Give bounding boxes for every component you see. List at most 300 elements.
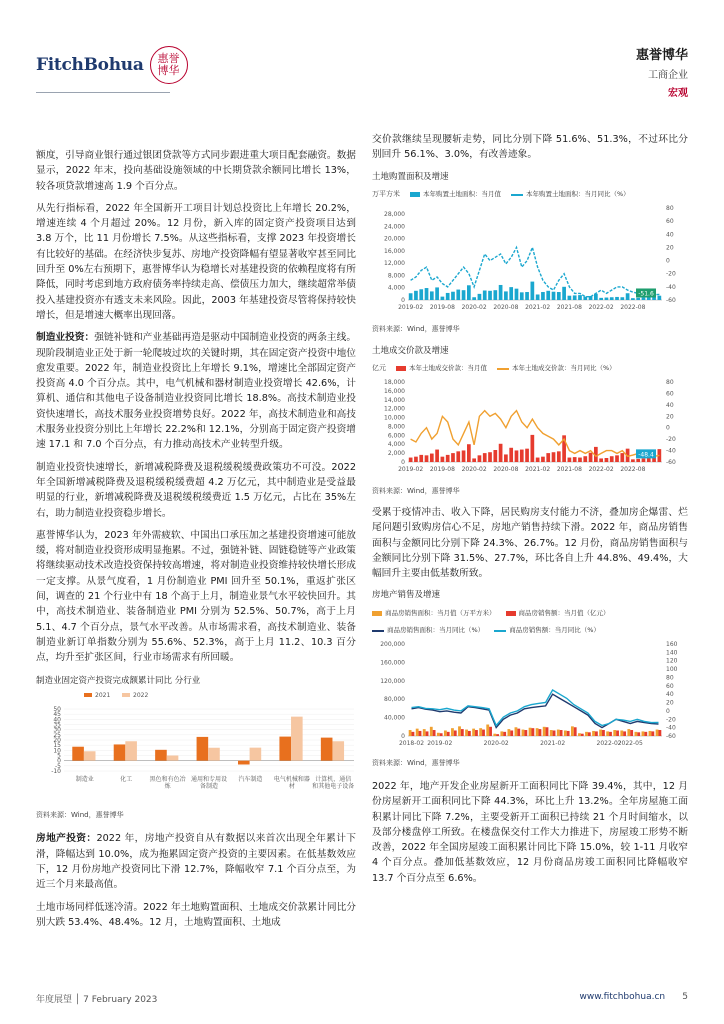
y-tick-label: 24,000 [384,223,405,231]
x-tick-label: 黑色和有色冶 [149,775,186,783]
legend-item: 本年土地成交价款：当月值 [396,361,487,376]
y2-tick-label: 100 [666,666,678,674]
bar-area [522,730,525,736]
bar-amount [546,728,549,737]
y2-tick-label: -20 [666,716,676,724]
bar-amount [419,731,422,736]
bar-2021 [155,750,167,761]
x-tick-label: 2022-02 [588,304,614,312]
bar-area [515,728,518,737]
bar [430,292,434,301]
x-tick-label: 和其他电子设备 [312,782,355,790]
x-tick-label: 2022-02 [596,740,622,748]
bar-amount [630,730,633,736]
bar [557,452,561,463]
real-estate-heading: 房地产投资： [36,833,97,845]
bar [546,453,550,462]
bar-area [500,732,503,737]
bar-area [550,730,553,736]
chart-sales [372,588,688,770]
x-tick-label: 电气机械和器 [273,775,310,783]
x-tick-label: 2022-08 [620,304,646,312]
bar [552,292,556,300]
y-tick-label: 45 [53,710,61,718]
y-tick-label: 35 [53,721,61,729]
bar [409,293,413,300]
bar [536,295,540,301]
y2-tick-label: -20 [666,436,676,444]
y2-tick-label: -60 [666,733,676,741]
paragraph-text: 强链补链和产业基础再造是驱动中国制造业投资的两条主线。现阶段制造业正处于新一轮爬坡过坎的关键时期，其在固定资产投资中地位愈发重要。2022 年，制造业投资比上年增长 9.1%，增速比全部固定资产投资高 4.0 个百分点。其中，电气机械和器材制造业投资增长 42.6%，计算机、通信和其他电子设备制造业投资同比增长 18.8%。高技术制造业投资快速增长，高技术服务业投资增势良好。2022 年，高技术制造业和高技术服务业投资分别比上年增长 22.2%和 12.1%，分别高于固定资产投资增速 17.1 和 7.0 个百分点，有力推动高技术产业转型升级。 [36,332,357,451]
bar [631,298,635,300]
legend-item: 本年土地成交价款：当月同比（%） [497,361,616,376]
bar-amount [412,732,415,736]
paragraph [36,330,356,452]
x-tick-label: 2022-02 [588,466,614,474]
right-column [372,132,688,893]
x-tick-label: 计算机、通信 [315,775,352,783]
bar [478,456,482,463]
manufacturing-heading: 制造业投资： [36,332,95,344]
y-tick-label: 30 [53,726,61,734]
bar [446,455,450,462]
y-tick-label: 16,000 [384,248,405,256]
bar-amount [524,730,527,736]
chart-source: 资料来源：Wind，惠誉博华 [36,811,124,820]
y-tick-label: 12,000 [384,260,405,268]
bar [435,450,439,462]
bar [620,453,624,462]
bar [504,455,508,463]
bar [414,291,418,300]
x-tick-label: 2021-08 [556,304,582,312]
bar-area [620,731,623,737]
bar [515,289,519,300]
data-label: -48.4 [638,451,654,459]
x-tick-label: 2022-08 [620,466,646,474]
seal-bottom: 博华 [157,64,180,77]
bar [615,297,619,300]
bar [441,457,445,462]
chart-land-area-svg [372,202,688,317]
bar [520,293,524,301]
y2-tick-label: 40 [666,402,674,410]
bar [562,287,566,300]
y-tick-label: 8,000 [387,423,405,431]
bar-amount [616,731,619,737]
bar-amount [560,730,563,736]
bar-amount [623,732,626,737]
bar-area [465,730,468,736]
y-tick-label: 10,000 [384,414,405,422]
bar-area [571,727,574,737]
bar [483,291,487,301]
paragraph: 额度，引导商业银行通过银团贷款等方式同步跟进重大项目配套融资。数据显示，2022 年末，投向基础设施领域的中长期贷款余额同比增长 13%，较各项贷款增速高 1.9 个百分点。 [36,150,356,192]
y-tick-label: 0 [401,733,405,741]
x-tick-label: 2020-08 [493,466,519,474]
x-tick-label: 2021-02 [540,740,566,748]
legend-item [372,361,386,376]
brand-name: 惠誉博华 [635,48,688,63]
y2-tick-label: 20 [666,699,674,707]
bar [541,457,545,462]
bar-area [543,727,546,736]
y-tick-label: 80,000 [384,696,405,704]
x-tick-label: 备制造 [199,782,219,790]
y2-tick-label: 120 [666,658,678,666]
bar-area [656,730,659,736]
brand-block [636,44,688,99]
x-tick-label: 2019-08 [429,304,455,312]
y2-tick-label: -60 [666,297,676,305]
x-tick-label: 2019-02 [398,466,424,474]
bar-amount [461,729,464,736]
y2-tick-label: 20 [666,413,674,421]
chart-land-area [372,170,688,338]
footer-url[interactable]: www.fitchbohua.cn [579,992,666,1002]
bar-amount [553,731,556,737]
x-tick-label: 炼 [164,782,171,790]
chart-caption: 土地成交价款及增速 [372,345,449,356]
bar [536,458,540,462]
bar-area [634,732,637,736]
y2-tick-label: 60 [666,683,674,691]
chart-manufacturing [36,674,356,824]
bar [620,297,624,300]
bar [425,456,429,463]
bar [499,444,503,462]
bar [615,456,619,463]
paragraph [36,831,356,892]
y-tick-label: 160,000 [380,659,405,667]
bar-amount [489,727,492,736]
bar [589,453,593,462]
chart-source: 资料来源：Wind，惠誉博华 [372,325,460,334]
page-number: 5 [682,992,688,1002]
bar-amount [440,734,443,737]
legend-item: 商品房销售面积：当月值（万平方米） [372,606,496,621]
legend-label: 2021 [95,691,111,699]
bar-amount [567,731,570,736]
report-category: 工商企业 [648,70,688,81]
y-tick-label: 2,000 [387,450,405,458]
paragraph: 土地市场同样低迷冷清。2022 年土地购置面积、土地成交价款累计同比分别大跌 53.4%、48.4%。12 月，土地购置面积、土地成 [36,901,356,928]
y-tick-label: 18,000 [384,379,405,387]
bar-area [479,729,482,737]
header-divider [36,92,170,93]
bar-2022 [291,716,303,760]
chart-caption: 房地产销售及增速 [372,590,441,601]
bar [541,292,545,300]
chart-land-price-svg [372,376,688,478]
bar [414,457,418,462]
legend-item: 商品房销售额：当月同比（%） [494,623,600,638]
y2-tick-label: 20 [666,244,674,252]
bar [552,453,556,463]
bar-amount [426,732,429,737]
y2-tick-label: 0 [666,708,670,716]
bar-amount [517,729,520,736]
y-tick-label: 16,000 [384,388,405,396]
x-tick-label: 材 [288,782,295,790]
logo-seal-icon [150,46,188,84]
bar-amount [609,732,612,736]
x-tick-label: 2020-02 [483,740,509,748]
bar [467,285,471,300]
bar-amount [658,730,661,736]
paragraph-text: 2022 年，房地产投资自从有数据以来首次出现全年累计下滑，降幅达到 10.0%，成为拖累固定资产投资的主要因素。在低基数效应下，12 月份房地产投资同比下滑 12.7%，降幅收窄 7.1 个百分点至，为近三个月来最高值。 [36,833,356,891]
y2-tick-label: 0 [666,257,670,265]
y-tick-label: 28,000 [384,211,405,219]
x-tick-label: 2021-08 [556,466,582,474]
y2-tick-label: -60 [666,459,676,467]
bar [483,453,487,462]
axis-unit: 亿元 [372,364,386,373]
bar [636,298,640,300]
bar-amount [595,732,598,737]
y2-tick-label: -40 [666,447,676,455]
y2-tick-label: 80 [666,674,674,682]
y-tick-label: 0 [401,297,405,305]
bar-area [642,732,645,737]
y-tick-label: 14,000 [384,397,405,405]
chart-caption: 土地购置面积及增速 [372,171,449,182]
bar-area [423,729,426,736]
bar-area [599,730,602,736]
bar [509,448,513,462]
footer-right [579,992,688,1005]
seal-top: 惠誉 [157,52,180,65]
legend-item: 商品房销售额：当月值（亿元） [506,606,610,621]
y2-tick-label: -20 [666,270,676,278]
bar-2022 [208,748,220,761]
bar [515,451,519,463]
bar [472,297,476,300]
bar-amount [475,730,478,736]
bar [578,295,582,300]
y-tick-label: 10 [53,747,61,755]
bar [642,298,646,300]
bar-area [409,730,412,736]
bar-amount [644,732,647,736]
y-tick-label: 40 [53,716,61,724]
y-tick-label: 6,000 [387,432,405,440]
x-tick-label: 通用和专用设 [190,775,228,783]
bar-amount [468,731,471,736]
bar-amount [503,732,506,736]
bar [425,288,429,300]
bar-2022 [84,751,96,760]
bar [531,282,535,300]
legend-swatch [84,693,92,697]
bar [642,459,646,463]
chart-land-price [372,344,688,499]
x-tick-label: 2021-02 [525,304,551,312]
bar [578,458,582,462]
page-footer [36,992,688,1005]
chart-caption: 制造业固定资产投资完成额累计同比 分行业 [36,675,201,686]
y-tick-label: 4,000 [387,441,405,449]
y2-tick-label: 80 [666,205,674,213]
bar [504,292,508,301]
bar-area [416,729,419,736]
bar [573,296,577,301]
bar-amount [496,735,499,737]
bar [462,451,466,463]
bar-area [437,733,440,736]
bar [658,296,662,300]
x-tick-label: 制造业 [75,775,94,783]
legend-item: 商品房销售面积：当月同比（%） [372,623,484,638]
bar-area [472,729,475,736]
bar-amount [510,731,513,737]
bar-amount [454,731,457,737]
bar [631,460,635,463]
bar [467,445,471,463]
bar [472,459,476,463]
bar [478,294,482,300]
bar [509,287,513,300]
bar-amount [482,730,485,736]
bar-area [592,731,595,736]
bar [451,292,455,300]
bar-area [486,725,489,737]
y-tick-label: 20,000 [384,235,405,243]
line-area-yoy [412,695,659,728]
y-tick-label: 12,000 [384,406,405,414]
bar-area [557,730,560,736]
x-tick-label: 化工 [120,775,133,783]
chart-legend [372,606,688,639]
bar [599,459,603,463]
bar-amount [447,732,450,736]
bar-area [430,727,433,736]
bar-2021 [114,744,126,760]
legend-item [372,187,400,202]
y-tick-label: 50 [53,705,61,713]
bar [462,290,466,300]
bar [499,285,503,300]
bar-area [627,729,630,736]
bar [531,435,535,462]
chart-source: 资料来源：Wind，惠誉博华 [372,758,460,767]
bar-area [536,729,539,737]
bar-2021 [72,747,84,761]
bar [430,454,434,462]
bar [493,290,497,300]
y2-tick-label: 0 [666,425,670,433]
x-tick-label: 2021-02 [525,466,551,474]
series-line [411,248,660,297]
bar [594,294,598,300]
bar-area [507,729,510,736]
bar [525,449,529,462]
bar [568,458,572,462]
chart-sales-svg [372,638,688,750]
left-column [36,148,356,937]
bar [456,290,460,300]
bar [488,453,492,463]
bar [557,292,561,300]
bar-2021 [321,737,333,760]
bar-area [529,728,532,736]
y2-tick-label: 60 [666,390,674,398]
bar-area [458,727,461,737]
bar [419,455,423,462]
bar [456,452,460,463]
bar [446,293,450,300]
bar [610,457,614,463]
x-tick-label: 2020-02 [461,304,487,312]
y-tick-label: 4,000 [387,284,405,292]
paragraph: 2022 年，地产开发企业房屋新开工面积同比下降 39.4%，其中，12 月份房屋新开工面积同比下降 44.3%，环比上升 13.2%。全年房屋施工面积累计同比下降 7.2%，主要受新开工面积已持续 21 个月时间缩水，以及部分楼盘停工所致。在楼盘保交付工作大力推进下，房屋竣工形势不断改善，2022 年全国房屋竣工面积累计同比下降 15.0%，较 1-11 月收窄 4 个百分点。叠加低基数效应，12 月份商品房竣工面积同比降幅收窄 13.7 个百分点至 6.6%。 [372,780,688,884]
bar [626,293,630,300]
x-tick-label: 2019-02 [398,304,424,312]
legend-item: 本年购置土地面积：当月同比（%） [511,187,630,202]
legend-swatch [122,693,130,697]
bar-2022 [250,747,262,760]
bar [520,450,524,462]
bar [546,291,550,300]
bar-area [585,732,588,736]
legend-item: 本年购置土地面积：当月值 [410,187,501,202]
x-tick-label: 2022-05 [617,740,643,748]
paragraph: 受累于疫情冲击、收入下降，居民购房支付能力不济，叠加房企爆雷、烂尾问题引致购房信心不足，房地产销售持续下滑。2022 年，商品房销售面积与金额同比分别下降 24.3%、26.7%。12 月份，商品房销售面积与金额同比分别下降 31.5%、27.7%，环比各自上升 44.8%、49.4%，大幅回升主要由低基数所致。 [372,506,688,580]
y-tick-label: 120,000 [380,678,405,686]
bar [610,297,614,300]
bar [573,457,577,462]
legend-label: 2022 [133,691,149,699]
bar-amount [637,733,640,737]
bar-area [564,731,567,737]
x-tick-label: 汽车制造 [238,775,263,783]
series-line [411,411,660,457]
bar [636,459,640,462]
bar-2022 [125,741,137,760]
bar-area [493,734,496,736]
bar-amount [602,730,605,736]
bar-2022 [332,741,344,760]
bar-amount [588,733,591,737]
logo-text: FitchBohua [36,55,144,75]
bar [441,297,445,300]
y-tick-label: 25 [53,731,61,739]
paragraph: 制造业投资快速增长，新增减税降费及退税缓税缓费政策功不可没。2022 年全国新增减税降费及退税缓税缓费超 4.2 万亿元，其中制造业是受益最明显的行业，新增减税降费及退税缓税缓费近 1.5 万亿元，占比在 35%左右，助力制造业投资稳步增长。 [36,461,356,519]
y-tick-label: -5 [55,762,61,770]
y-tick-label: 20 [53,736,61,744]
bar [599,298,603,300]
bar-amount [539,729,542,736]
bar-2022 [167,755,179,760]
y-tick-label: 8,000 [387,272,405,280]
chart-manufacturing-svg [36,691,356,803]
chart-legend [372,361,688,376]
y2-tick-label: 80 [666,379,674,387]
bar-area [649,731,652,736]
y-tick-label: 5 [57,752,61,760]
bar [488,291,492,300]
bar [493,450,497,462]
fitchbohua-logo [36,46,188,84]
bar-amount [531,729,534,737]
bar-area [606,732,609,737]
y-tick-label: 40,000 [384,714,405,722]
y2-tick-label: 40 [666,691,674,699]
bar [605,458,609,462]
chart-source: 资料来源：Wind，惠誉博华 [372,486,460,495]
bar-amount [433,730,436,736]
footer-report-date: 年度展望 │ 7 February 2023 [36,995,158,1005]
